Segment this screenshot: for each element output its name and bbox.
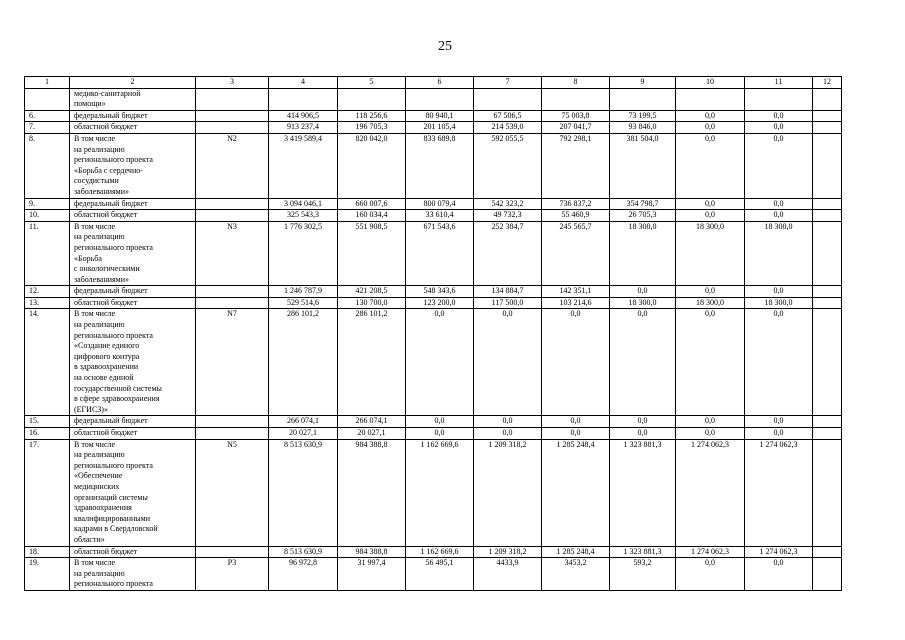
value-cell: 196 705,3 bbox=[338, 122, 406, 134]
value-cell: 0,0 bbox=[745, 133, 813, 198]
value-cell: 542 323,2 bbox=[474, 198, 542, 210]
value-cell: 0,0 bbox=[745, 428, 813, 440]
value-cell: 0,0 bbox=[406, 309, 474, 416]
table-row bbox=[25, 133, 842, 198]
column-number-3: 3 bbox=[196, 77, 269, 89]
value-cell: 0,0 bbox=[676, 110, 745, 122]
value-cell: 0,0 bbox=[610, 428, 676, 440]
value-cell bbox=[338, 88, 406, 110]
row-number-cell: 18. bbox=[25, 546, 70, 558]
value-cell: 1 285 248,4 bbox=[542, 439, 610, 546]
value-cell: 26 705,3 bbox=[610, 210, 676, 222]
project-code-cell bbox=[196, 297, 269, 309]
project-code-cell: N2 bbox=[196, 133, 269, 198]
value-cell: 671 543,6 bbox=[406, 221, 474, 286]
value-cell: 8 513 630,9 bbox=[269, 546, 338, 558]
value-cell: 49 732,3 bbox=[474, 210, 542, 222]
value-cell bbox=[676, 88, 745, 110]
value-cell: 833 689,8 bbox=[406, 133, 474, 198]
value-cell: 201 105,4 bbox=[406, 122, 474, 134]
value-cell: 0,0 bbox=[676, 198, 745, 210]
value-cell: 0,0 bbox=[610, 309, 676, 416]
row-label-cell: федеральный бюджет bbox=[70, 286, 196, 298]
row-label-cell: областной бюджет bbox=[70, 210, 196, 222]
value-cell: 3 419 589,4 bbox=[269, 133, 338, 198]
row-label-cell: медико-санитарной помощи» bbox=[70, 88, 196, 110]
value-cell bbox=[542, 88, 610, 110]
value-cell: 8 513 630,9 bbox=[269, 439, 338, 546]
value-cell: 0,0 bbox=[676, 210, 745, 222]
value-cell: 18 300,0 bbox=[610, 221, 676, 286]
table-row bbox=[25, 546, 842, 558]
row-number-cell: 13. bbox=[25, 297, 70, 309]
column-number-5: 5 bbox=[338, 77, 406, 89]
row-number-cell bbox=[25, 88, 70, 110]
value-cell: 0,0 bbox=[676, 309, 745, 416]
column-number-7: 7 bbox=[474, 77, 542, 89]
value-cell: 0,0 bbox=[745, 110, 813, 122]
row-number-cell: 10. bbox=[25, 210, 70, 222]
value-cell: 266 074,1 bbox=[269, 416, 338, 428]
value-cell: 1 323 881,3 bbox=[610, 439, 676, 546]
value-cell: 548 343,6 bbox=[406, 286, 474, 298]
value-cell: 1 274 062,3 bbox=[676, 439, 745, 546]
value-cell: 4433,9 bbox=[474, 558, 542, 591]
value-cell: 160 034,4 bbox=[338, 210, 406, 222]
project-code-cell bbox=[196, 210, 269, 222]
column-number-6: 6 bbox=[406, 77, 474, 89]
column-number-2: 2 bbox=[70, 77, 196, 89]
column-number-8: 8 bbox=[542, 77, 610, 89]
row-label-cell: В том числе на реализацию регионального проекта «Борьба с сердечно- сосудистыми заболеваниями» bbox=[70, 133, 196, 198]
column-number-11: 11 bbox=[745, 77, 813, 89]
value-cell: 0,0 bbox=[745, 122, 813, 134]
value-cell: 414 906,5 bbox=[269, 110, 338, 122]
value-cell bbox=[813, 88, 842, 110]
value-cell: 207 041,7 bbox=[542, 122, 610, 134]
value-cell: 0,0 bbox=[542, 309, 610, 416]
value-cell: 1 274 062,3 bbox=[745, 546, 813, 558]
value-cell bbox=[813, 286, 842, 298]
value-cell: 33 610,4 bbox=[406, 210, 474, 222]
value-cell: 1 246 787,9 bbox=[269, 286, 338, 298]
value-cell bbox=[813, 133, 842, 198]
value-cell bbox=[813, 428, 842, 440]
project-code-cell: N5 bbox=[196, 439, 269, 546]
value-cell: 0,0 bbox=[474, 428, 542, 440]
value-cell bbox=[269, 88, 338, 110]
row-number-cell: 11. bbox=[25, 221, 70, 286]
project-code-cell bbox=[196, 416, 269, 428]
value-cell: 592 055,5 bbox=[474, 133, 542, 198]
row-label-cell: областной бюджет bbox=[70, 428, 196, 440]
budget-table bbox=[24, 76, 842, 591]
value-cell: 75 003,8 bbox=[542, 110, 610, 122]
value-cell bbox=[745, 88, 813, 110]
value-cell: 354 798,7 bbox=[610, 198, 676, 210]
value-cell: 0,0 bbox=[745, 416, 813, 428]
project-code-cell bbox=[196, 286, 269, 298]
value-cell bbox=[813, 439, 842, 546]
value-cell: 286 101,2 bbox=[269, 309, 338, 416]
project-code-cell: N7 bbox=[196, 309, 269, 416]
value-cell: 529 514,6 bbox=[269, 297, 338, 309]
value-cell: 96 972,8 bbox=[269, 558, 338, 591]
value-cell: 0,0 bbox=[745, 558, 813, 591]
column-number-10: 10 bbox=[676, 77, 745, 89]
row-label-cell: федеральный бюджет bbox=[70, 416, 196, 428]
project-code-cell: N3 bbox=[196, 221, 269, 286]
row-label-cell: федеральный бюджет bbox=[70, 110, 196, 122]
row-number-cell: 16. bbox=[25, 428, 70, 440]
value-cell bbox=[813, 558, 842, 591]
value-cell: 792 298,1 bbox=[542, 133, 610, 198]
table-row bbox=[25, 558, 842, 591]
row-label-cell: областной бюджет bbox=[70, 122, 196, 134]
value-cell: 0,0 bbox=[474, 416, 542, 428]
value-cell bbox=[610, 88, 676, 110]
row-label-cell: федеральный бюджет bbox=[70, 198, 196, 210]
value-cell: 1 776 302,5 bbox=[269, 221, 338, 286]
value-cell: 1 209 318,2 bbox=[474, 439, 542, 546]
table-row bbox=[25, 439, 842, 546]
column-number-4: 4 bbox=[269, 77, 338, 89]
value-cell: 1 274 062,3 bbox=[745, 439, 813, 546]
project-code-cell bbox=[196, 88, 269, 110]
row-label-cell: В том числе на реализацию регионального проекта «Создание единого цифрового контура в здравоохранении на основе единой государственной системы в сфере здравоохранения (ЕГИСЗ)» bbox=[70, 309, 196, 416]
value-cell: 0,0 bbox=[610, 416, 676, 428]
row-label-cell: областной бюджет bbox=[70, 297, 196, 309]
value-cell: 0,0 bbox=[745, 309, 813, 416]
page-number: 25 bbox=[438, 39, 452, 54]
table-row bbox=[25, 297, 842, 309]
value-cell: 18 300,0 bbox=[676, 221, 745, 286]
value-cell: 1 209 318,2 bbox=[474, 546, 542, 558]
value-cell: 984 388,8 bbox=[338, 439, 406, 546]
row-label-cell: В том числе на реализацию регионального проекта bbox=[70, 558, 196, 591]
table-row bbox=[25, 122, 842, 134]
value-cell bbox=[813, 122, 842, 134]
row-number-cell: 17. bbox=[25, 439, 70, 546]
value-cell: 93 846,0 bbox=[610, 122, 676, 134]
row-number-cell: 6. bbox=[25, 110, 70, 122]
value-cell: 0,0 bbox=[542, 416, 610, 428]
value-cell bbox=[813, 198, 842, 210]
value-cell: 0,0 bbox=[406, 416, 474, 428]
table-row bbox=[25, 198, 842, 210]
value-cell: 266 074,1 bbox=[338, 416, 406, 428]
row-label-cell: В том числе на реализацию регионального проекта «Обеспечение медицинских организаций системы здравоохранения квалифицированными кадрами в Свердловской области» bbox=[70, 439, 196, 546]
value-cell: 117 500,0 bbox=[474, 297, 542, 309]
project-code-cell bbox=[196, 122, 269, 134]
value-cell: 1 274 062,3 bbox=[676, 546, 745, 558]
value-cell: 381 504,0 bbox=[610, 133, 676, 198]
table-row bbox=[25, 88, 842, 110]
value-cell: 0,0 bbox=[745, 286, 813, 298]
value-cell: 142 351,1 bbox=[542, 286, 610, 298]
value-cell: 551 908,5 bbox=[338, 221, 406, 286]
project-code-cell bbox=[196, 546, 269, 558]
value-cell: 984 388,8 bbox=[338, 546, 406, 558]
value-cell: 123 200,0 bbox=[406, 297, 474, 309]
value-cell bbox=[813, 210, 842, 222]
value-cell: 736 837,2 bbox=[542, 198, 610, 210]
row-number-cell: 8. bbox=[25, 133, 70, 198]
table-row bbox=[25, 428, 842, 440]
value-cell: 80 940,1 bbox=[406, 110, 474, 122]
value-cell: 56 495,1 bbox=[406, 558, 474, 591]
value-cell: 421 208,5 bbox=[338, 286, 406, 298]
value-cell bbox=[813, 297, 842, 309]
value-cell: 0,0 bbox=[745, 210, 813, 222]
value-cell: 0,0 bbox=[676, 416, 745, 428]
value-cell: 20 027,1 bbox=[338, 428, 406, 440]
value-cell: 0,0 bbox=[474, 309, 542, 416]
row-number-cell: 14. bbox=[25, 309, 70, 416]
row-number-cell: 19. bbox=[25, 558, 70, 591]
value-cell: 0,0 bbox=[745, 198, 813, 210]
value-cell: 0,0 bbox=[406, 428, 474, 440]
value-cell bbox=[813, 416, 842, 428]
value-cell: 0,0 bbox=[542, 428, 610, 440]
value-cell: 0,0 bbox=[676, 122, 745, 134]
value-cell: 134 884,7 bbox=[474, 286, 542, 298]
project-code-cell bbox=[196, 428, 269, 440]
value-cell: 913 237,4 bbox=[269, 122, 338, 134]
value-cell: 18 300,0 bbox=[676, 297, 745, 309]
project-code-cell: P3 bbox=[196, 558, 269, 591]
table-row bbox=[25, 309, 842, 416]
project-code-cell bbox=[196, 110, 269, 122]
value-cell: 0,0 bbox=[676, 133, 745, 198]
value-cell bbox=[813, 221, 842, 286]
value-cell: 660 007,6 bbox=[338, 198, 406, 210]
row-label-cell: областной бюджет bbox=[70, 546, 196, 558]
table-row bbox=[25, 210, 842, 222]
value-cell: 593,2 bbox=[610, 558, 676, 591]
value-cell: 18 300,0 bbox=[745, 221, 813, 286]
value-cell: 1 162 669,6 bbox=[406, 546, 474, 558]
column-number-1: 1 bbox=[25, 77, 70, 89]
value-cell: 214 539,0 bbox=[474, 122, 542, 134]
table-header-row bbox=[25, 77, 842, 89]
row-label-cell: В том числе на реализацию регионального проекта «Борьба с онкологическими заболеваниями» bbox=[70, 221, 196, 286]
value-cell: 1 323 881,3 bbox=[610, 546, 676, 558]
value-cell: 55 460,9 bbox=[542, 210, 610, 222]
row-number-cell: 7. bbox=[25, 122, 70, 134]
value-cell bbox=[813, 546, 842, 558]
value-cell: 1 285 248,4 bbox=[542, 546, 610, 558]
value-cell: 245 565,7 bbox=[542, 221, 610, 286]
value-cell: 0,0 bbox=[676, 428, 745, 440]
value-cell: 0,0 bbox=[676, 286, 745, 298]
value-cell: 820 042,0 bbox=[338, 133, 406, 198]
value-cell: 286 101,2 bbox=[338, 309, 406, 416]
value-cell: 18 300,0 bbox=[610, 297, 676, 309]
row-number-cell: 15. bbox=[25, 416, 70, 428]
value-cell: 103 214,6 bbox=[542, 297, 610, 309]
value-cell: 1 162 669,6 bbox=[406, 439, 474, 546]
value-cell bbox=[474, 88, 542, 110]
row-number-cell: 12. bbox=[25, 286, 70, 298]
value-cell: 800 079,4 bbox=[406, 198, 474, 210]
table-row bbox=[25, 416, 842, 428]
table-row bbox=[25, 286, 842, 298]
value-cell: 130 700,0 bbox=[338, 297, 406, 309]
value-cell bbox=[813, 110, 842, 122]
value-cell: 31 997,4 bbox=[338, 558, 406, 591]
column-number-9: 9 bbox=[610, 77, 676, 89]
value-cell: 325 543,3 bbox=[269, 210, 338, 222]
row-number-cell: 9. bbox=[25, 198, 70, 210]
value-cell: 73 199,5 bbox=[610, 110, 676, 122]
value-cell: 118 256,6 bbox=[338, 110, 406, 122]
value-cell: 252 384,7 bbox=[474, 221, 542, 286]
value-cell bbox=[406, 88, 474, 110]
value-cell: 20 027,1 bbox=[269, 428, 338, 440]
value-cell: 0,0 bbox=[610, 286, 676, 298]
column-number-12: 12 bbox=[813, 77, 842, 89]
value-cell: 67 506,5 bbox=[474, 110, 542, 122]
table-row bbox=[25, 221, 842, 286]
value-cell bbox=[813, 309, 842, 416]
table-row bbox=[25, 110, 842, 122]
value-cell: 18 300,0 bbox=[745, 297, 813, 309]
value-cell: 3 094 046,1 bbox=[269, 198, 338, 210]
value-cell: 3453,2 bbox=[542, 558, 610, 591]
project-code-cell bbox=[196, 198, 269, 210]
value-cell: 0,0 bbox=[676, 558, 745, 591]
